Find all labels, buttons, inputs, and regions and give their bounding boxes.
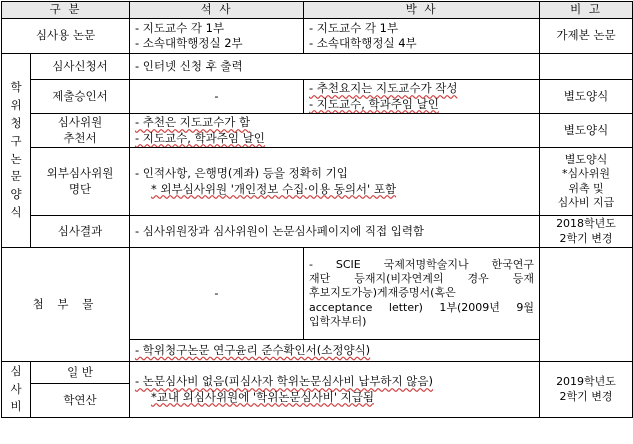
fee-label: 심 사 비 bbox=[2, 362, 31, 418]
application-label: 심사신청서 bbox=[31, 54, 130, 80]
external-note: * 외부심사위원 '개인정보 수집·이용 동의서' 포함 bbox=[151, 181, 397, 196]
fee-note: *교내 외심사위원에 '학위논문심사비' 지급됨 bbox=[151, 389, 374, 404]
attachments-label: 첨 부 물 bbox=[2, 248, 130, 362]
thesis-doctorate bbox=[304, 19, 540, 54]
recommendation-line: - 지도교수, 학과주임 날인 bbox=[135, 130, 265, 145]
fee-general-label: 일 반 bbox=[31, 362, 130, 384]
thesis-masters bbox=[130, 19, 304, 54]
recommendation-label: 심사위원 추천서 bbox=[31, 114, 130, 148]
header-masters: 석 사 bbox=[130, 2, 304, 19]
thesis-masters-line: - 소속대학행정실 2부 bbox=[135, 36, 243, 50]
row-application bbox=[2, 54, 633, 80]
row-external-reviewers bbox=[2, 148, 633, 216]
row-recommendation bbox=[2, 114, 633, 148]
attachments-doctorate-line: 입학자부터) bbox=[309, 314, 367, 328]
thesis-label: 심사용 논문 bbox=[2, 19, 130, 54]
row-thesis bbox=[2, 19, 633, 54]
approval-remarks: 별도양식 bbox=[540, 80, 633, 114]
thesis-masters-line: - 지도교수 각 1부 bbox=[135, 20, 225, 35]
thesis-doctorate-line: - 소속대학행정실 4부 bbox=[309, 36, 417, 50]
header-category: 구 분 bbox=[2, 2, 130, 19]
thesis-doctorate-line: - 지도교수 각 1부 bbox=[309, 20, 399, 35]
thesis-remarks: 가제본 논문 bbox=[540, 19, 633, 54]
row-attachments bbox=[2, 248, 633, 340]
attachments-doctorate bbox=[304, 248, 540, 340]
approval-doctorate-line: - 지도교수, 학과주임 날인 bbox=[309, 96, 439, 111]
application-text: - 인터넷 신청 후 출력 bbox=[130, 54, 540, 80]
recommendation-remarks: 별도양식 bbox=[540, 114, 633, 148]
header-doctorate: 박 사 bbox=[304, 2, 540, 19]
fee-line: - 논문심사비 없음(피심사자 학위논문심사비 납부하지 않음) bbox=[135, 374, 434, 389]
attachments-doctorate-line: acceptance letter) 1부(2009년 9월 bbox=[309, 300, 534, 314]
result-text: - 심사위원장과 심사위원이 논문심사페이지에 직접 입력함 bbox=[130, 216, 540, 248]
row-result bbox=[2, 216, 633, 248]
application-remarks bbox=[540, 54, 633, 80]
header-remarks: 비 고 bbox=[540, 2, 633, 19]
approval-masters: - bbox=[130, 80, 304, 114]
fee-text bbox=[130, 362, 540, 418]
header-row bbox=[2, 2, 633, 19]
external-remarks: 별도양식 *심사위원 위촉 및 심사비 지급 bbox=[540, 148, 633, 216]
approval-doctorate bbox=[304, 80, 540, 114]
attachments-doctorate-line: 후보지도가능)게재증명서(혹은 bbox=[309, 286, 456, 300]
approval-label: 제출승인서 bbox=[31, 80, 130, 114]
attachments-remarks bbox=[540, 248, 633, 362]
external-text bbox=[130, 148, 540, 216]
recommendation-text bbox=[130, 114, 540, 148]
fee-remarks: 2019학년도 2학기 변경 bbox=[540, 362, 633, 418]
attachments-doctorate-line: - SCIE 국제저명학술지나 한국연구 bbox=[309, 257, 534, 271]
attachments-masters: - bbox=[130, 248, 304, 340]
attachments-doctorate-line: 재단 등재지(비자연계의 경우 등재 bbox=[309, 272, 534, 286]
ethics-text: - 학위청구논문 연구윤리 준수확인서(소정양식) bbox=[130, 340, 540, 362]
row-approval bbox=[2, 80, 633, 114]
thesis-submission-table bbox=[1, 1, 633, 418]
result-remarks: 2018학년도 2학기 변경 bbox=[540, 216, 633, 248]
fee-employed-label: 학연산 bbox=[31, 384, 130, 418]
result-label: 심사결과 bbox=[31, 216, 130, 248]
row-fee-general bbox=[2, 362, 633, 384]
approval-doctorate-line: - 추천요지는 지도교수가 작성 bbox=[309, 81, 458, 96]
external-line: - 인적사항, 은행명(계좌) 등을 정확히 기입 bbox=[135, 166, 348, 181]
recommendation-line: - 추천은 지도교수가 함 bbox=[135, 115, 251, 130]
external-label: 외부심사위원 명단 bbox=[31, 148, 130, 216]
degree-request-forms-label: 학 위 청 구 논 문 양 식 bbox=[2, 54, 31, 248]
